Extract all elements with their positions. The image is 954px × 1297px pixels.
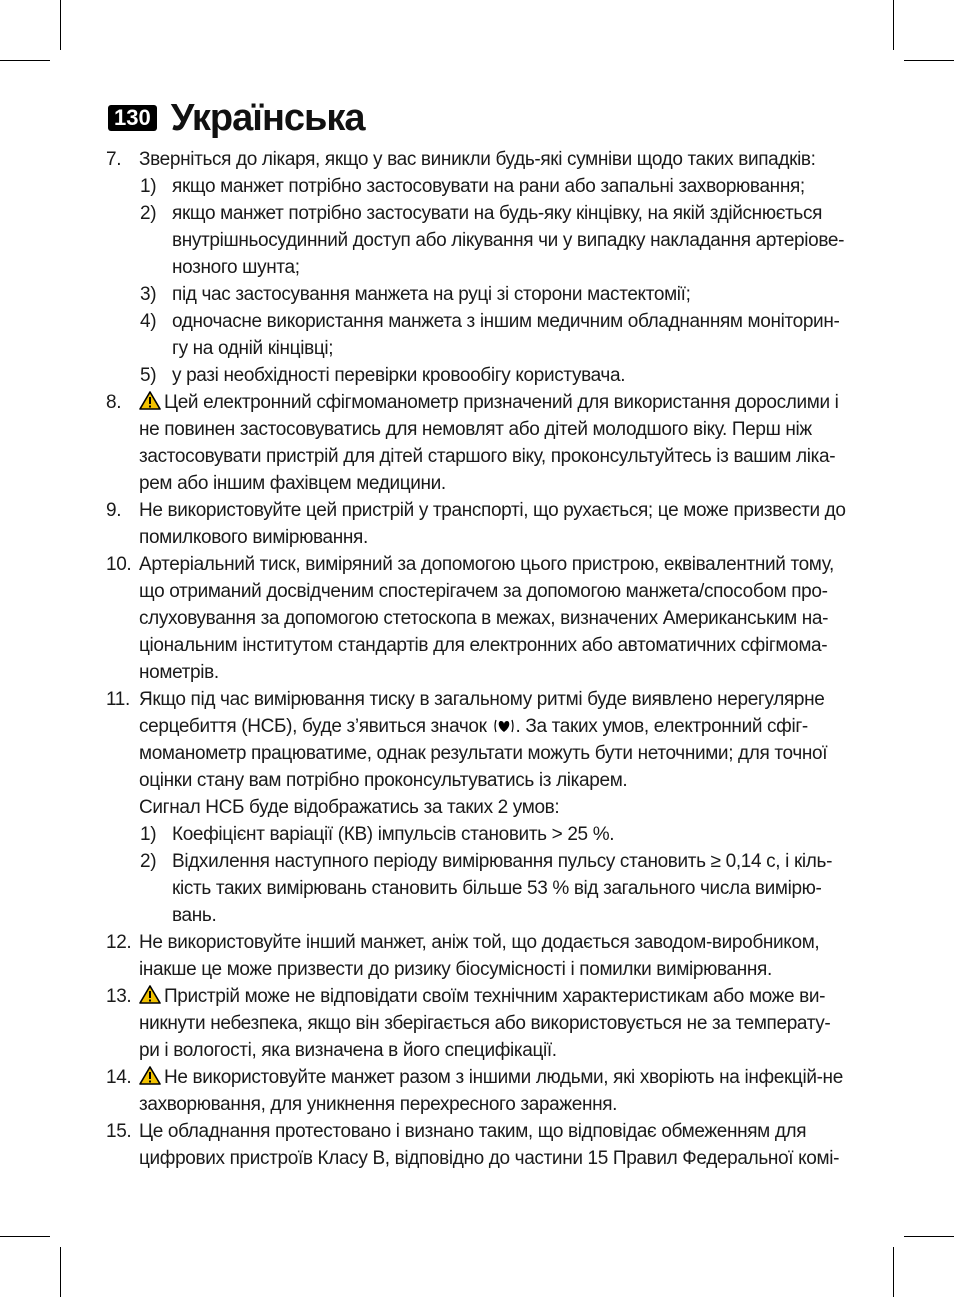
list-item-text	[139, 686, 848, 794]
list-item	[106, 983, 848, 1064]
list-item-number: 12.	[106, 932, 132, 953]
list-item-text-part: Не використовуйте манжет разом з іншими людьми, які хворіють на інфекцій-не захворювання, для уникнення перехресного зараження.	[139, 1067, 843, 1115]
sub-list-item-number: 5)	[140, 365, 157, 386]
sub-list-item-text: якщо манжет потрібно застосовувати на рани або запальні захворювання;	[172, 176, 805, 197]
list-item	[106, 686, 848, 929]
sub-list-item-text: Відхилення наступного періоду вимірювання пульсу становить ≥ 0,14 с, і кіль-кість таких вимірювань становить більше 53 % від загального числа вимірю-вань.	[172, 851, 833, 926]
sub-list-item-text: у разі необхідності перевірки кровообігу користувача.	[172, 365, 626, 386]
list-item-text-part: Якщо під час вимірювання тиску в загальному ритмі буде виявлено нерегулярне серцебиття (НСБ), буде з’явиться значок	[139, 689, 825, 737]
list-item-text	[139, 389, 848, 497]
crop-mark	[904, 1236, 954, 1237]
list-item	[106, 929, 848, 983]
list-item-number: 7.	[106, 149, 122, 170]
sub-list-item	[139, 200, 848, 281]
list-item-text-part: Це обладнання протестовано і визнано таким, що відповідає обмеженням для цифрових пристроїв Класу B, відповідно до частини 15 Правил Федеральної комі-	[139, 1121, 840, 1169]
list-item-text	[139, 551, 848, 686]
sub-list-item	[139, 848, 848, 929]
list-item-text-part: Артеріальний тиск, виміряний за допомогою цього пристрою, еквівалентний тому, що отриманий досвідченим спостерігачем за допомогою манжета/способом про-слуховування за допомогою стетоскопа в межах, визначених Американським на-ціональним інститутом стандартів для електронних або автоматичних сфігмома-нометрів.	[139, 554, 834, 683]
list-item-text	[139, 983, 848, 1064]
sub-list-item-number: 1)	[140, 176, 157, 197]
sub-list-item	[139, 362, 848, 389]
sub-list-item-text: Коефіцієнт варіації (КВ) імпульсів становить > 25 %.	[172, 824, 615, 845]
list-item-text-part: Не використовуйте цей пристрій у транспорті, що рухається; це може призвести до помилкового вимірювання.	[139, 500, 846, 548]
sub-list-item-number: 4)	[140, 311, 157, 332]
sub-list-item	[139, 281, 848, 308]
list-item-number: 11.	[106, 689, 130, 710]
list-item-number: 15.	[106, 1121, 132, 1142]
sub-list-item-text: якщо манжет потрібно застосувати на будь-яку кінцівку, на якій здійснюється внутрішньосудинний доступ або лікування чи у випадку накладання артеріове-нозного шунта;	[172, 203, 845, 278]
list-item	[106, 1064, 848, 1118]
list-item	[106, 497, 848, 551]
list-item-number: 14.	[106, 1067, 132, 1088]
sub-list-item-text: одночасне використання манжета з іншим медичним обладнанням моніторин-гу на одній кінцівці;	[172, 311, 840, 359]
page-header	[108, 94, 365, 142]
sub-list-item	[139, 308, 848, 362]
list-item	[106, 551, 848, 686]
list-item-number: 10.	[106, 554, 132, 575]
list-item-number: 13.	[106, 986, 132, 1007]
list-item-text-part: Пристрій може не відповідати своїм технічним характеристикам або може ви-никнути небезпека, якщо він зберігається або використовується не за температу-ри і вологості, яка визначена в його специфікації.	[139, 986, 831, 1061]
sub-list-item	[139, 821, 848, 848]
list-item-number: 8.	[106, 392, 122, 413]
warning-triangle-icon	[139, 1066, 161, 1085]
warning-triangle-icon	[139, 391, 161, 410]
list-item-paragraph: Сигнал НСБ буде відображатись за таких 2 умов:	[139, 797, 560, 818]
crop-mark	[893, 1247, 894, 1297]
crop-mark	[904, 60, 954, 61]
list-item-number: 9.	[106, 500, 122, 521]
list-item-text-part: Не використовуйте інший манжет, аніж той, що додається заводом-виробником, інакше це може призвести до ризику біосумісності і помилки вимірювання.	[139, 932, 820, 980]
list-item-text-part: Зверніться до лікаря, якщо у вас виникли будь-які сумніви щодо таких випадків:	[139, 149, 816, 170]
list-item	[106, 389, 848, 497]
sub-list-item	[139, 173, 848, 200]
list-item-text	[139, 146, 848, 173]
crop-mark	[893, 0, 894, 50]
sub-list-item-number: 2)	[140, 203, 157, 224]
list-item-text	[139, 929, 848, 983]
list-item	[106, 1118, 848, 1172]
crop-mark	[0, 1236, 50, 1237]
crop-mark	[60, 1247, 61, 1297]
list-item-text	[139, 1118, 848, 1172]
page-title: Українська	[170, 96, 365, 139]
crop-mark	[60, 0, 61, 50]
irregular-heartbeat-icon	[492, 717, 516, 735]
crop-mark	[0, 60, 50, 61]
list-item-text-part: . За таких умов, електронний сфіг-моманометр працюватиме, однак результати можуть бути неточними; для точної оцінки стану вам потрібно проконсультуватись із лікарем.	[139, 716, 828, 791]
instructions-list	[106, 146, 848, 1172]
page-number: 130	[108, 105, 157, 131]
list-item-text	[139, 497, 848, 551]
list-item-text-part: Цей електронний сфігмоманометр призначений для використання дорослими і не повинен застосовуватись для немовлят або дітей молодшого віку. Перш ніж застосовувати пристрій для дітей старшого віку, проконсультуйтесь із вашим ліка-рем або іншим фахівцем медицини.	[139, 392, 839, 494]
sub-list-item-number: 2)	[140, 851, 157, 872]
sub-list-item-number: 1)	[140, 824, 157, 845]
warning-triangle-icon	[139, 985, 161, 1004]
list-item-text	[139, 1064, 848, 1118]
list-item	[106, 146, 848, 389]
sub-list-item-text: під час застосування манжета на руці зі сторони мастектомії;	[172, 284, 691, 305]
sub-list-item-number: 3)	[140, 284, 157, 305]
